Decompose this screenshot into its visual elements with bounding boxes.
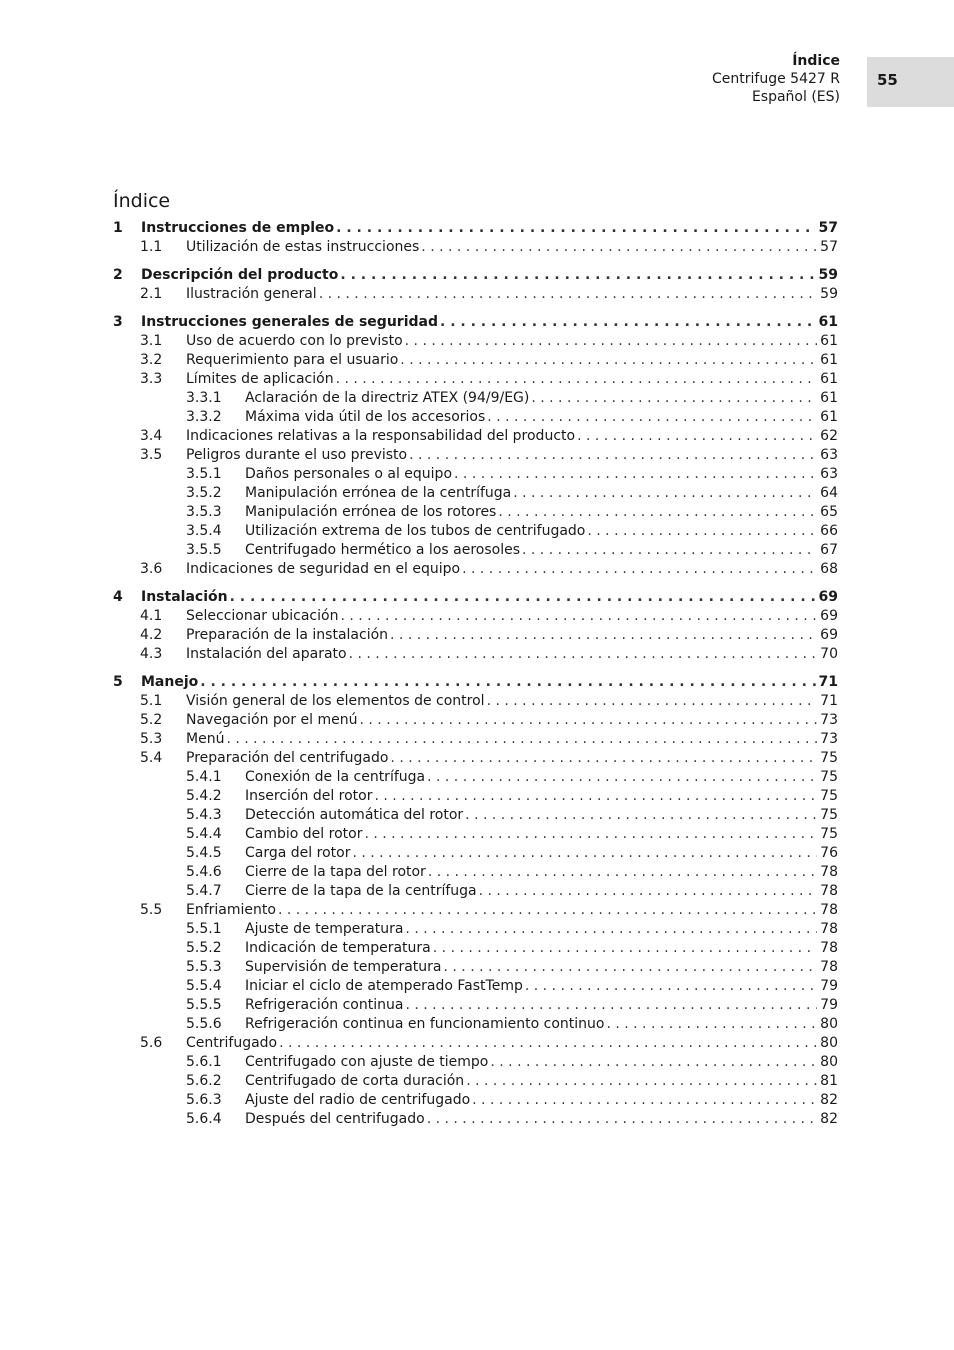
toc-entry-title: Máxima vida útil de los accesorios [245, 409, 486, 425]
toc-entry[interactable] [113, 768, 838, 787]
toc-entry-number: 5.5 [140, 902, 163, 918]
toc-entry-line [245, 1091, 838, 1110]
toc-entry[interactable] [113, 673, 838, 692]
toc-entry-page: 61 [817, 370, 838, 389]
dot-leader [336, 370, 818, 389]
toc-entry-number: 4.1 [140, 608, 163, 624]
toc-entry-number: 2 [113, 267, 123, 283]
toc-entry[interactable] [113, 901, 838, 920]
toc-entry-line [186, 901, 838, 920]
dot-leader [200, 673, 815, 692]
toc-entry-page: 75 [817, 806, 838, 825]
header-language: Español (ES) [751, 89, 840, 105]
toc-entry-page: 78 [817, 958, 838, 977]
toc-entry-number: 5.6.1 [186, 1054, 222, 1070]
toc-entry-number: 5.4.4 [186, 826, 222, 842]
toc-entry-number: 5.4.7 [186, 883, 222, 899]
toc-entry-page: 75 [817, 768, 838, 787]
page-number-tab [867, 57, 954, 107]
table-of-contents [113, 219, 838, 1129]
toc-entry[interactable] [113, 787, 838, 806]
toc-entry-title: Refrigeración continua en funcionamiento continuo [245, 1016, 605, 1032]
toc-entry[interactable] [113, 1034, 838, 1053]
dot-leader [405, 996, 817, 1015]
toc-entry[interactable] [113, 645, 838, 664]
dot-leader [487, 408, 817, 427]
toc-entry-number: 5.5.3 [186, 959, 222, 975]
toc-entry-page: 63 [817, 465, 838, 484]
toc-entry-page: 61 [817, 332, 838, 351]
toc-entry-number: 3.3.2 [186, 409, 222, 425]
toc-entry-title: Daños personales o al equipo [245, 466, 453, 482]
toc-entry-page: 61 [816, 313, 838, 332]
toc-entry-page: 62 [817, 427, 838, 446]
toc-entry-title: Instalación [141, 589, 228, 605]
toc-entry[interactable] [113, 1015, 838, 1034]
dot-leader [278, 901, 817, 920]
page-title: Índice [113, 190, 171, 212]
toc-entry-line [245, 408, 838, 427]
toc-entry[interactable] [113, 465, 838, 484]
toc-entry-title: Conexión de la centrífuga [245, 769, 426, 785]
dot-leader [226, 730, 817, 749]
toc-entry[interactable] [113, 238, 838, 257]
toc-entry-line [186, 351, 838, 370]
toc-entry[interactable] [113, 996, 838, 1015]
toc-entry-page: 70 [817, 645, 838, 664]
toc-entry-line [141, 219, 838, 238]
dot-leader [428, 863, 817, 882]
toc-entry-line [245, 958, 838, 977]
toc-entry-line [245, 1053, 838, 1072]
toc-entry[interactable] [113, 749, 838, 768]
toc-entry-line [186, 446, 838, 465]
toc-entry-number: 3.5.3 [186, 504, 222, 520]
toc-entry-line [186, 332, 838, 351]
toc-entry-line [245, 1110, 838, 1129]
toc-entry[interactable] [113, 1053, 838, 1072]
toc-entry[interactable] [113, 522, 838, 541]
toc-entry-line [245, 806, 838, 825]
dot-leader [230, 588, 816, 607]
toc-entry[interactable] [113, 730, 838, 749]
toc-entry-number: 5.6.4 [186, 1111, 222, 1127]
toc-entry-title: Refrigeración continua [245, 997, 404, 1013]
toc-entry-number: 3.4 [140, 428, 163, 444]
dot-leader [352, 844, 817, 863]
toc-entry-line [245, 503, 838, 522]
toc-entry-number: 3.5.1 [186, 466, 222, 482]
toc-entry-page: 75 [817, 749, 838, 768]
dot-leader [405, 332, 818, 351]
toc-entry-number: 1.1 [140, 239, 163, 255]
toc-entry-line [186, 560, 838, 579]
toc-entry-number: 5.4.3 [186, 807, 222, 823]
toc-entry-line [186, 626, 838, 645]
dot-leader [472, 1091, 817, 1110]
toc-entry-page: 82 [817, 1110, 838, 1129]
toc-entry-title: Peligros durante el uso previsto [186, 447, 408, 463]
dot-leader [427, 1110, 817, 1129]
toc-entry-title: Manejo [141, 674, 199, 690]
dot-leader [490, 1053, 817, 1072]
dot-leader [606, 1015, 817, 1034]
toc-entry-page: 61 [817, 351, 838, 370]
toc-entry-number: 3.2 [140, 352, 163, 368]
toc-entry[interactable] [113, 711, 838, 730]
toc-entry-page: 69 [816, 588, 838, 607]
toc-entry-title: Centrifugado hermético a los aerosoles [245, 542, 520, 558]
dot-leader [421, 238, 817, 257]
toc-entry[interactable] [113, 920, 838, 939]
toc-entry-line [245, 768, 838, 787]
toc-entry[interactable] [113, 541, 838, 560]
toc-entry-page: 80 [817, 1053, 838, 1072]
toc-entry[interactable] [113, 626, 838, 645]
toc-entry[interactable] [113, 1072, 838, 1091]
toc-entry-line [245, 465, 838, 484]
dot-leader [462, 560, 817, 579]
dot-leader [364, 825, 817, 844]
toc-entry[interactable] [113, 806, 838, 825]
dot-leader [427, 768, 817, 787]
toc-entry-title: Aclaración de la directriz ATEX (94/9/EG) [245, 390, 530, 406]
toc-entry[interactable] [113, 370, 838, 389]
toc-entry-title: Límites de aplicación [186, 371, 334, 387]
toc-entry-number: 1 [113, 220, 123, 236]
toc-entry-title: Indicación de temperatura [245, 940, 431, 956]
toc-entry[interactable] [113, 863, 838, 882]
toc-entry-page: 71 [817, 692, 838, 711]
toc-entry-line [186, 692, 838, 711]
toc-entry-page: 75 [817, 787, 838, 806]
header-product-name: Centrifuge 5427 R [712, 71, 840, 87]
toc-entry-line [245, 977, 838, 996]
toc-entry-page: 79 [817, 996, 838, 1015]
dot-leader [522, 541, 817, 560]
toc-entry[interactable] [113, 427, 838, 446]
toc-entry-number: 5.5.2 [186, 940, 222, 956]
dot-leader [340, 607, 817, 626]
toc-entry-page: 78 [817, 863, 838, 882]
dot-leader [390, 626, 817, 645]
dot-leader [390, 749, 817, 768]
toc-entry[interactable] [113, 266, 838, 285]
toc-entry-number: 5.4 [140, 750, 163, 766]
toc-entry[interactable] [113, 332, 838, 351]
toc-entry-title: Navegación por el menú [186, 712, 358, 728]
dot-leader [525, 977, 817, 996]
toc-entry-page: 68 [817, 560, 838, 579]
toc-entry[interactable] [113, 313, 838, 332]
toc-entry-line [186, 607, 838, 626]
toc-entry-title: Centrifugado [186, 1035, 278, 1051]
toc-entry[interactable] [113, 484, 838, 503]
toc-entry-number: 5.1 [140, 693, 163, 709]
toc-entry-page: 78 [817, 939, 838, 958]
toc-entry-title: Cambio del rotor [245, 826, 363, 842]
dot-leader [336, 219, 815, 238]
toc-entry-number: 4.2 [140, 627, 163, 643]
toc-entry-number: 2.1 [140, 286, 163, 302]
toc-entry-page: 69 [817, 607, 838, 626]
toc-entry-page: 69 [817, 626, 838, 645]
page-header [712, 52, 840, 106]
toc-entry-title: Instrucciones generales de seguridad [141, 314, 438, 330]
dot-leader [513, 484, 817, 503]
toc-entry-page: 76 [817, 844, 838, 863]
toc-entry[interactable] [113, 844, 838, 863]
toc-entry-title: Cierre de la tapa de la centrífuga [245, 883, 477, 899]
toc-entry-line [245, 882, 838, 901]
toc-entry-page: 59 [817, 285, 838, 304]
dot-leader [405, 920, 817, 939]
toc-entry-number: 5.4.5 [186, 845, 222, 861]
toc-entry-line [245, 787, 838, 806]
toc-entry-title: Supervisión de temperatura [245, 959, 442, 975]
toc-entry-page: 75 [817, 825, 838, 844]
toc-entry-title: Centrifugado con ajuste de tiempo [245, 1054, 489, 1070]
toc-entry-title: Manipulación errónea de la centrífuga [245, 485, 512, 501]
toc-entry-number: 5.6.2 [186, 1073, 222, 1089]
toc-entry-title: Requerimiento para el usuario [186, 352, 399, 368]
toc-entry-line [141, 266, 838, 285]
toc-entry-title: Preparación de la instalación [186, 627, 389, 643]
toc-entry-page: 57 [817, 238, 838, 257]
toc-entry-line [245, 844, 838, 863]
toc-entry-number: 3.6 [140, 561, 163, 577]
dot-leader [466, 1072, 817, 1091]
toc-entry-line [186, 1034, 838, 1053]
toc-entry-title: Preparación del centrifugado [186, 750, 389, 766]
toc-entry-number: 3 [113, 314, 123, 330]
toc-entry-line [186, 749, 838, 768]
toc-entry-number: 5.5.5 [186, 997, 222, 1013]
toc-entry-title: Enfriamiento [186, 902, 276, 918]
toc-entry-line [245, 389, 838, 408]
toc-entry-page: 63 [817, 446, 838, 465]
dot-leader [375, 787, 818, 806]
dot-leader [400, 351, 817, 370]
toc-entry-page: 73 [817, 711, 838, 730]
dot-leader [409, 446, 817, 465]
toc-entry-number: 3.5.5 [186, 542, 222, 558]
toc-entry[interactable] [113, 882, 838, 901]
dot-leader [454, 465, 817, 484]
toc-entry[interactable] [113, 560, 838, 579]
toc-entry-number: 5.5.1 [186, 921, 222, 937]
toc-entry-number: 5.4.1 [186, 769, 222, 785]
toc-entry[interactable] [113, 285, 838, 304]
toc-entry[interactable] [113, 977, 838, 996]
toc-entry-title: Descripción del producto [141, 267, 339, 283]
dot-leader [479, 882, 818, 901]
dot-leader [444, 958, 818, 977]
toc-entry-page: 66 [817, 522, 838, 541]
toc-entry-line [186, 427, 838, 446]
toc-entry-title: Indicaciones de seguridad en el equipo [186, 561, 461, 577]
toc-entry-page: 73 [817, 730, 838, 749]
toc-entry-number: 5 [113, 674, 123, 690]
toc-entry-title: Ajuste del radio de centrifugado [245, 1092, 471, 1108]
toc-entry-number: 3.5.2 [186, 485, 222, 501]
dot-leader [349, 645, 818, 664]
toc-entry-number: 3.3.1 [186, 390, 222, 406]
dot-leader [360, 711, 818, 730]
dot-leader [487, 692, 818, 711]
toc-entry[interactable] [113, 219, 838, 238]
toc-entry-line [245, 996, 838, 1015]
toc-entry-number: 4.3 [140, 646, 163, 662]
toc-entry-line [186, 730, 838, 749]
toc-entry-title: Uso de acuerdo con lo previsto [186, 333, 403, 349]
toc-entry-line [141, 588, 838, 607]
toc-entry-title: Utilización extrema de los tubos de centrifugado [245, 523, 586, 539]
toc-entry-line [245, 825, 838, 844]
toc-entry-number: 5.6 [140, 1035, 163, 1051]
toc-entry-title: Cierre de la tapa del rotor [245, 864, 426, 880]
dot-leader [531, 389, 817, 408]
toc-entry-title: Ajuste de temperatura [245, 921, 404, 937]
toc-entry-line [141, 313, 838, 332]
toc-entry-line [245, 541, 838, 560]
toc-entry[interactable] [113, 389, 838, 408]
toc-entry-title: Utilización de estas instrucciones [186, 239, 420, 255]
toc-entry-title: Manipulación errónea de los rotores [245, 504, 497, 520]
toc-entry-line [245, 863, 838, 882]
toc-entry-title: Iniciar el ciclo de atemperado FastTemp [245, 978, 523, 994]
toc-entry-page: 81 [817, 1072, 838, 1091]
toc-entry[interactable] [113, 351, 838, 370]
toc-entry-title: Menú [186, 731, 225, 747]
toc-entry-number: 4 [113, 589, 123, 605]
toc-entry-number: 5.3 [140, 731, 163, 747]
page-number: 55 [877, 71, 898, 89]
toc-entry-line [245, 1015, 838, 1034]
toc-entry-page: 78 [817, 882, 838, 901]
toc-entry[interactable] [113, 1110, 838, 1129]
toc-entry-page: 57 [816, 219, 838, 238]
toc-entry-number: 3.3 [140, 371, 163, 387]
toc-entry[interactable] [113, 825, 838, 844]
toc-entry-line [186, 370, 838, 389]
toc-entry-line [186, 711, 838, 730]
toc-entry-title: Indicaciones relativas a la responsabilidad del producto [186, 428, 576, 444]
toc-entry-title: Instalación del aparato [186, 646, 347, 662]
toc-entry-page: 82 [817, 1091, 838, 1110]
toc-entry-number: 5.5.6 [186, 1016, 222, 1032]
toc-entry-number: 5.5.4 [186, 978, 222, 994]
toc-entry-line [245, 484, 838, 503]
toc-entry-number: 3.5 [140, 447, 163, 463]
toc-entry-title: Seleccionar ubicación [186, 608, 339, 624]
toc-entry-number: 5.2 [140, 712, 163, 728]
toc-entry-number: 5.4.2 [186, 788, 222, 804]
toc-entry-page: 67 [817, 541, 838, 560]
toc-entry-title: Instrucciones de empleo [141, 220, 335, 236]
toc-entry[interactable] [113, 446, 838, 465]
toc-entry-page: 80 [817, 1034, 838, 1053]
dot-leader [440, 313, 816, 332]
dot-leader [577, 427, 817, 446]
toc-entry-title: Ilustración general [186, 286, 317, 302]
header-section-title: Índice [792, 53, 840, 69]
toc-entry[interactable] [113, 692, 838, 711]
toc-entry-page: 78 [817, 901, 838, 920]
toc-entry-title: Centrifugado de corta duración [245, 1073, 465, 1089]
toc-entry-title: Visión general de los elementos de control [186, 693, 485, 709]
toc-entry-line [245, 1072, 838, 1091]
toc-entry[interactable] [113, 503, 838, 522]
toc-entry-page: 59 [816, 266, 838, 285]
toc-entry-number: 5.6.3 [186, 1092, 222, 1108]
toc-entry-line [245, 522, 838, 541]
toc-entry[interactable] [113, 607, 838, 626]
toc-entry-line [186, 285, 838, 304]
toc-entry-title: Después del centrifugado [245, 1111, 425, 1127]
dot-leader [498, 503, 817, 522]
toc-entry-page: 64 [817, 484, 838, 503]
toc-entry[interactable] [113, 939, 838, 958]
toc-entry[interactable] [113, 408, 838, 427]
dot-leader [465, 806, 817, 825]
toc-entry-title: Carga del rotor [245, 845, 351, 861]
toc-entry-page: 78 [817, 920, 838, 939]
toc-entry-page: 79 [817, 977, 838, 996]
dot-leader [279, 1034, 817, 1053]
toc-entry-number: 3.5.4 [186, 523, 222, 539]
toc-entry-title: Detección automática del rotor [245, 807, 464, 823]
toc-entry-number: 5.4.6 [186, 864, 222, 880]
toc-entry[interactable] [113, 588, 838, 607]
toc-entry-line [186, 645, 838, 664]
toc-entry-page: 61 [817, 389, 838, 408]
toc-entry[interactable] [113, 1091, 838, 1110]
toc-entry-line [245, 939, 838, 958]
dot-leader [433, 939, 817, 958]
toc-entry-line [186, 238, 838, 257]
toc-entry[interactable] [113, 958, 838, 977]
dot-leader [340, 266, 815, 285]
toc-entry-page: 61 [817, 408, 838, 427]
toc-entry-page: 80 [817, 1015, 838, 1034]
toc-entry-line [245, 920, 838, 939]
toc-entry-page: 71 [816, 673, 838, 692]
dot-leader [319, 285, 817, 304]
toc-entry-line [141, 673, 838, 692]
toc-entry-number: 3.1 [140, 333, 163, 349]
toc-entry-title: Inserción del rotor [245, 788, 373, 804]
dot-leader [587, 522, 817, 541]
toc-entry-page: 65 [817, 503, 838, 522]
